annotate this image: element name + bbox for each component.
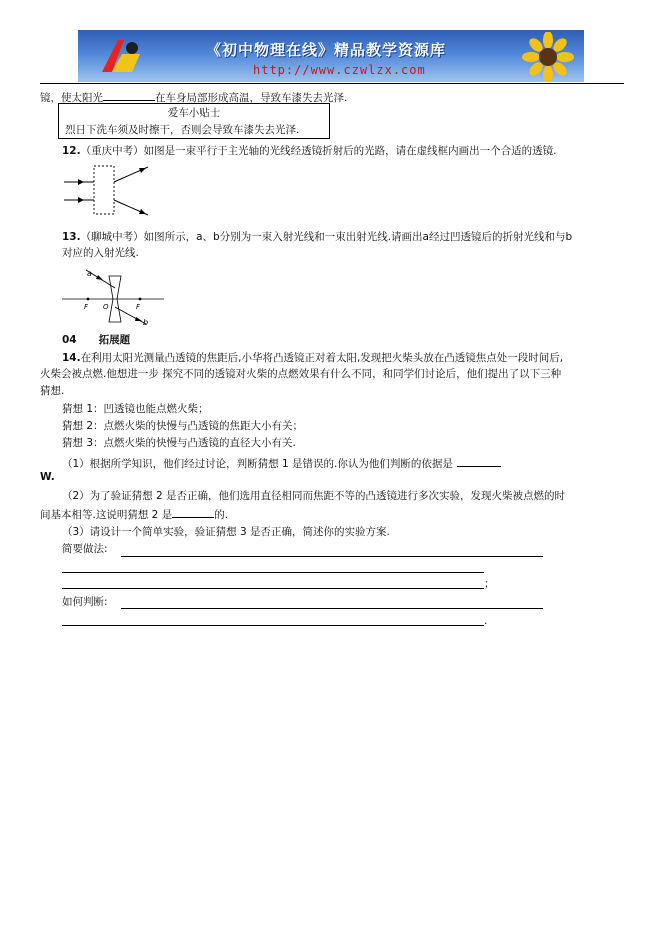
q14-sub1-line [62,455,501,471]
q12-lens-diagram [60,163,160,221]
q14-sub2-line1: （2）为了验证猜想 2 是否正确，他们选用直径相同而焦距不等的凸透镜进行多次实验，发现火柴被点燃的时 [62,490,566,502]
method-answer-line-3 [62,588,484,589]
q13-concave-lens-diagram [58,262,170,328]
judge-label: 如何判断: [62,596,108,608]
q11-blank [103,89,155,101]
q14-text-1: 在利用太阳光测量凸透镜的焦距后,小华将凸透镜正对着太阳,发现把火柴头放在凸透镜焦点处一段时间后, [80,352,564,364]
q14-text-3: 猜想. [40,385,65,397]
q13-line1 [62,230,572,244]
method-semicolon: ； [484,578,495,590]
q14-line3 [40,384,64,398]
arrow-icon [135,317,142,321]
q12-line [62,144,556,158]
q13-line2 [62,246,139,260]
q13-number: 13. [62,231,81,243]
q14-sub2-end: 的. [214,509,229,521]
q11-text-part2: 在车身局部形成高温，导致车漆失去光泽. [155,92,348,104]
q12-text: （重庆中考）如图是一束平行于主光轴的光线经透镜折射后的光路，请在虚线框内画出一个合适的透镜. [80,145,557,157]
q14-sub2-line2 [40,506,228,522]
focus-point-left [87,298,90,301]
arrow-icon [78,197,84,203]
site-logo-icon [96,36,146,78]
q14-guess1: 猜想 1：凹透镜也能点燃火柴； [62,403,209,415]
focus-point-right [139,298,142,301]
judge-answer-line-2 [62,625,484,626]
q14-sub2-text: 间基本相等.这说明猜想 2 是 [40,509,173,521]
label-o: O [103,303,109,311]
header-rule [40,83,624,84]
q13-text-1: （聊城中考）如图所示，a、b分别为一束入射光线和一束出射光线.请画出a经过凹透镜后的折射光线和与b [80,231,573,243]
section-number: 04 [62,334,77,346]
judge-answer-line-1 [121,608,543,609]
method-label: 简要做法: [62,543,108,555]
sunflower-icon [518,32,576,82]
judge-period: . [484,615,488,627]
tip-title: 爱车小贴士 [167,107,221,119]
q13-text-2: 对应的入射光线. [62,247,139,259]
q14-sub1-blank [457,455,501,467]
q14-sub3-line: （3）请设计一个简单实验，验证猜想 3 是否正确，简述你的实验方案. [62,526,390,538]
header-banner [78,30,584,82]
arrow-icon [139,209,146,214]
q12-number: 12. [62,145,81,157]
label-b: b [143,318,149,327]
q14-line2 [40,367,561,381]
banner-title: 《初中物理在线》精品教学资源库 [206,41,447,59]
arrow-icon [78,179,84,185]
label-f-right: F [136,303,141,311]
q14-line1 [62,351,563,365]
q14-sub1-tail: W. [40,471,55,483]
tip-box [58,103,330,139]
dashed-box [94,166,114,214]
arrow-icon [96,275,103,280]
section-title: 拓展题 [98,334,131,346]
arrow-icon [139,168,146,173]
q14-guess3: 猜想 3：点燃火柴的快慢与凸透镜的直径大小有关. [62,437,296,449]
q14-text-2: 火柴会被点燃.他想进一步 探究不同的透镜对火柴的点燃效果有什么不同，和同学们讨论后，他们提出了以下三种 [40,368,562,380]
label-a: a [87,269,92,278]
method-answer-line-2 [62,572,484,573]
banner-url: http://www.czwlzx.com [253,63,426,77]
label-f-left: F [84,303,89,311]
q14-sub1-text: （1）根据所学知识，他们经过讨论，判断猜想 1 是错误的.你认为他们判断的依据是 [62,458,453,470]
tip-body: 烈日下洗车须及时擦干，否则会导致车漆失去光泽. [65,124,300,136]
section-heading [62,333,130,347]
q14-sub2-blank [172,506,214,518]
q11-text-part1: 镜，使太阳光 [40,92,103,104]
q14-guess2: 猜想 2：点燃火柴的快慢与凸透镜的焦距大小有关； [62,420,304,432]
q14-number: 14. [62,352,81,364]
method-answer-line-1 [121,556,543,557]
